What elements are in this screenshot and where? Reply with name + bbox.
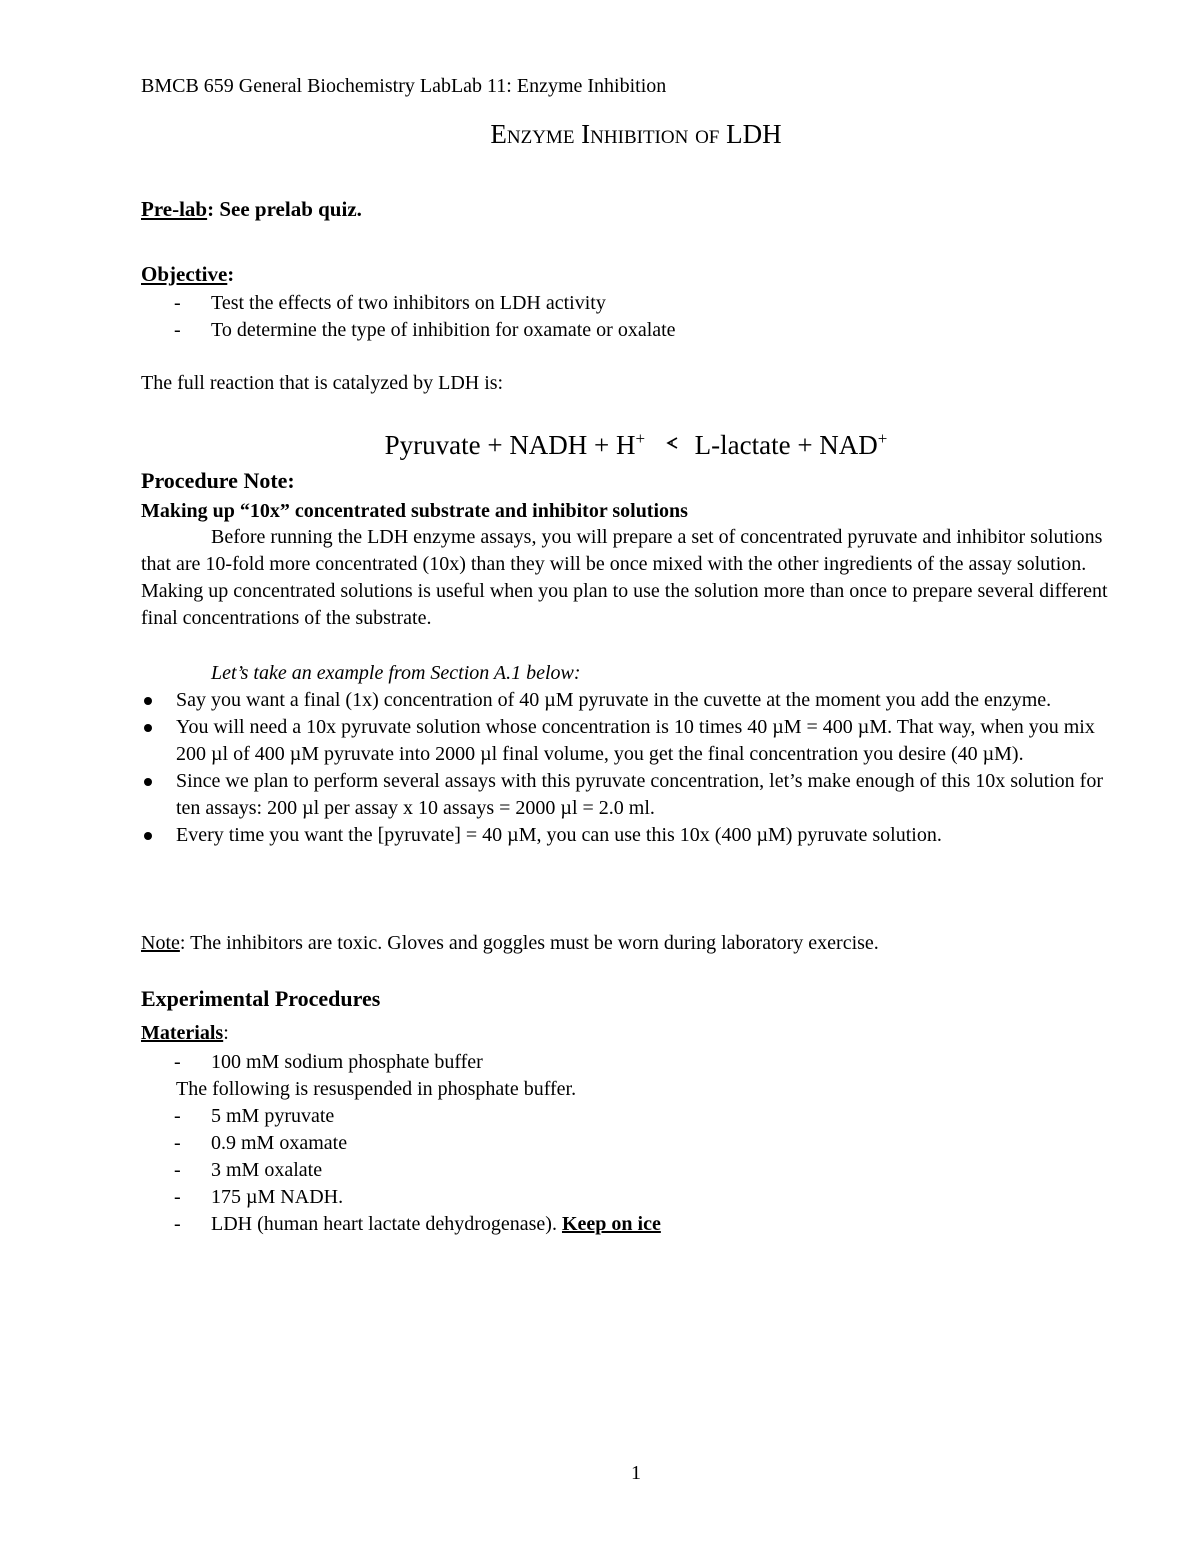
prelab-line — [141, 196, 362, 223]
page-number: 1 — [631, 1462, 641, 1484]
list-item — [141, 1184, 661, 1211]
materials-list — [141, 1103, 661, 1238]
bullet-text: Every time you want the [pyruvate] = 40 µM, you can use this 10x (400 µM) pyruvate solution. — [176, 824, 942, 846]
dash-marker: - — [174, 1051, 181, 1073]
title-small-caps: Enzyme Inhibition of — [490, 119, 720, 149]
making-solutions-heading: Making up “10x” concentrated substrate and inhibitor solutions — [141, 500, 688, 522]
list-item — [141, 822, 1126, 849]
procedure-note-heading: Procedure Note: — [141, 468, 295, 493]
reaction-left-charge: + — [635, 429, 646, 448]
objective-colon: : — [227, 262, 235, 286]
dash-marker: - — [174, 1213, 181, 1235]
bullet-icon — [144, 697, 152, 705]
material-item-text: 5 mM pyruvate — [211, 1105, 335, 1127]
dash-marker: - — [174, 1105, 181, 1127]
reaction-equation — [141, 425, 1131, 462]
list-item — [141, 1130, 661, 1157]
reaction-right: L-lactate + NAD — [694, 430, 878, 460]
list-item — [141, 714, 1126, 768]
material-item-text: 100 mM sodium phosphate buffer — [211, 1051, 483, 1073]
list-item — [141, 290, 676, 317]
bullet-icon — [144, 832, 152, 840]
material-item-text: 0.9 mM oxamate — [211, 1132, 348, 1154]
list-item — [141, 317, 676, 344]
list-item — [141, 1049, 483, 1076]
objective-label: Objective — [141, 262, 228, 286]
materials-buffer-list — [141, 1049, 483, 1076]
procedure-paragraph: Before running the LDH enzyme assays, you will prepare a set of concentrated pyruvate and inhibitor solutions that are 10-fold more concentrated (10x) than they will be once mixed with the other ingredients of the assay solution. Making up concentrated solutions is useful when you plan to use the solution more than once to prepare several different final concentrations of the substrate. — [141, 526, 1108, 629]
materials-label: Materials — [141, 1022, 224, 1044]
list-item — [141, 768, 1126, 822]
bullet-icon — [144, 724, 152, 732]
keep-on-ice-warning: Keep on ice — [561, 1213, 661, 1235]
resuspended-note: The following is resuspended in phosphate buffer. — [176, 1078, 577, 1100]
note-text: : The inhibitors are toxic. Gloves and goggles must be worn during laboratory exercise. — [179, 932, 879, 954]
material-item-text: 3 mM oxalate — [211, 1159, 323, 1181]
bullet-icon — [144, 778, 152, 786]
bullet-text: You will need a 10x pyruvate solution whose concentration is 10 times 40 µM = 400 µM. That way, when you mix 200 µl of 400 µM pyruvate into 2000 µl final volume, you get the final concentration you desire (40 µM). — [176, 716, 1095, 765]
running-header: BMCB 659 General Biochemistry LabLab 11: Enzyme Inhibition — [141, 75, 667, 97]
list-item — [141, 1103, 661, 1130]
material-item-text: LDH (human heart lactate dehydrogenase). — [211, 1213, 557, 1235]
reaction-intro: The full reaction that is catalyzed by LDH is: — [141, 372, 504, 394]
prelab-text: : See prelab quiz. — [207, 197, 362, 221]
list-item — [141, 687, 1126, 714]
list-item — [141, 1157, 661, 1184]
material-item-text: 175 µM NADH. — [211, 1186, 344, 1208]
bullet-text: Say you want a final (1x) concentration of 40 µM pyruvate in the cuvette at the moment you add the enzyme. — [176, 689, 1052, 711]
safety-note — [141, 930, 879, 957]
experimental-procedures-heading: Experimental Procedures — [141, 986, 381, 1011]
example-bullet-list — [141, 687, 1126, 849]
reaction-left: Pyruvate + NADH + H — [384, 430, 636, 460]
bullet-text: Since we plan to perform several assays with this pyruvate concentration, let’s make enough of this 10x solution for ten assays: 200 µl per assay x 10 assays = 2000 µl = 2.0 ml. — [176, 770, 1104, 819]
note-label: Note — [141, 932, 180, 954]
dash-marker: - — [174, 1132, 181, 1154]
reaction-right-charge: + — [877, 429, 888, 448]
title-ldh: LDH — [726, 119, 782, 149]
objective-item-text: Test the effects of two inhibitors on LDH activity — [211, 292, 606, 314]
materials-colon: : — [223, 1022, 229, 1044]
prelab-label: Pre-lab — [141, 197, 208, 221]
reversible-arrow-icon — [664, 425, 680, 441]
dash-marker: - — [174, 1186, 181, 1208]
dash-marker: - — [174, 1159, 181, 1181]
objective-list — [141, 290, 676, 344]
example-intro: Let’s take an example from Section A.1 below: — [211, 662, 581, 684]
dash-marker: - — [174, 319, 181, 341]
objective-item-text: To determine the type of inhibition for oxamate or oxalate — [211, 319, 676, 341]
dash-marker: - — [174, 292, 181, 314]
objective-heading — [141, 261, 234, 288]
list-item — [141, 1211, 661, 1238]
document-title — [141, 118, 1131, 150]
materials-heading — [141, 1020, 229, 1047]
